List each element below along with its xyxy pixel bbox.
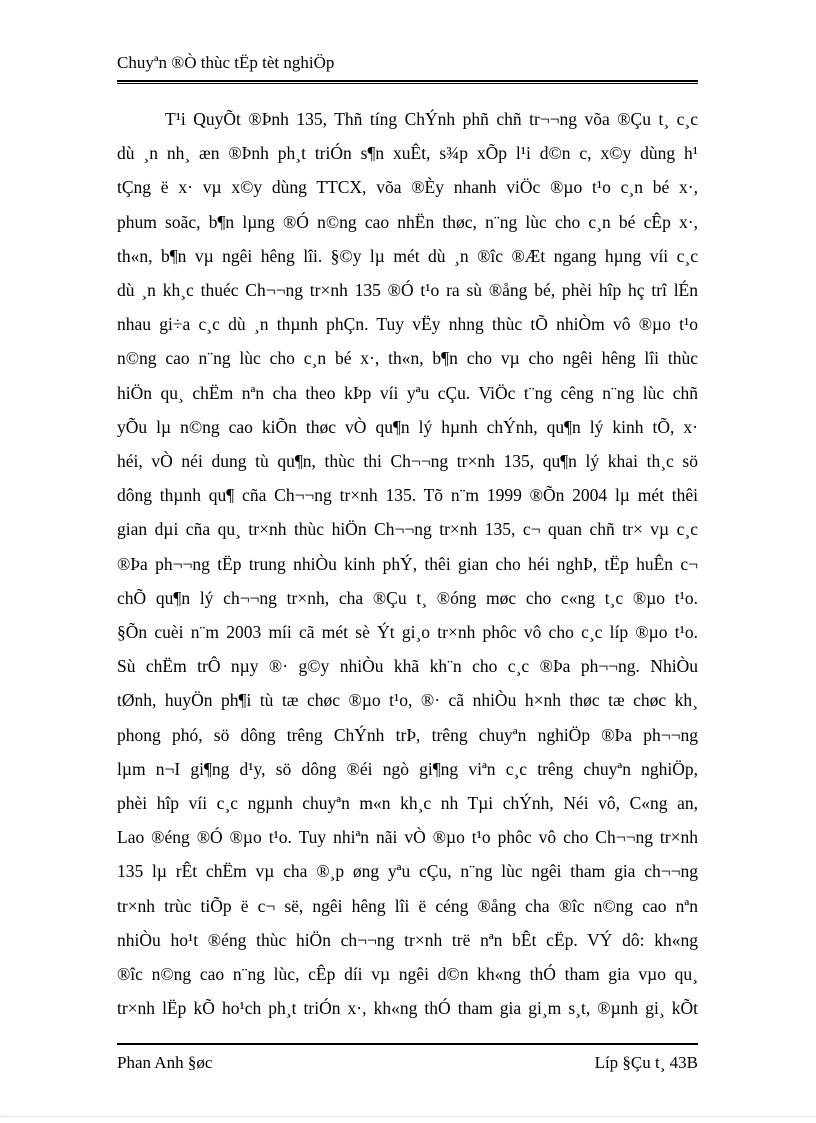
text-line: gian dµi cña qu¸ tr×nh thùc hiÖn Ch¬¬ng tr×nh 135, c¬ quan chñ tr× vµ c¸c [117,519,698,540]
page-header-title: Chuyªn ®Ò thùc tËp tèt nghiÖp [117,53,335,72]
text-line: ®Þa ph¬¬ng tËp trung nhiÒu kinh phÝ, thêi gian cho héi nghÞ, tËp huÊn c¬ [117,553,698,574]
text-line: tr×nh lËp kÕ ho¹ch ph¸t triÓn x·, kh«ng thÓ tham gia gi¸m s¸t, ®µnh gi¸ kÕt [117,998,698,1019]
text-line: chÕ qu¶n lý ch¬¬ng tr×nh, cha ®Çu t¸ ®óng møc cho c«ng t¸c ®µo t¹o. [117,587,698,608]
text-line: th«n, b¶n vµ ngêi hêng lîi. §©y lµ mét dù ¸n ®îc ®Æt ngang hµng víi c¸c [117,245,698,266]
body-paragraph [117,102,698,1025]
text-line: nhau gi÷a c¸c dù ¸n thµnh phÇn. Tuy vËy nhng thùc tÕ nhiÒm vô ®µo t¹o [117,314,698,335]
text-line: lµm n¬I gi¶ng d¹y, sö dông ®éi ngò gi¶ng viªn c¸c trêng chuyªn nghiÖp, [117,758,698,779]
text-line: yÕu lµ n©ng cao kiÕn thøc vÒ qu¶n lý hµnh chÝnh, qu¶n lý kinh tÕ, x· [117,416,698,437]
text-line: nhiÒu ho¹t ®éng thùc hiÖn ch¬¬ng tr×nh trë nªn bÊt cËp. VÝ dô: kh«ng [117,929,698,950]
text-line: 135 lµ rÊt chËm vµ cha ®¸p øng yªu cÇu, n¨ng lùc ngêi tham gia ch¬¬ng [117,861,698,882]
text-line: phèi hîp víi c¸c ngµnh chuyªn m«n kh¸c nh Tµi chÝnh, Néi vô, C«ng an, [117,793,698,814]
text-line: dông thµnh qu¶ cña Ch¬¬ng tr×nh 135. Tõ n¨m 1999 ®Õn 2004 lµ mét thêi [117,485,698,506]
page-edge [0,1116,816,1117]
text-line: hiÖn qu¸ chËm nªn cha theo kÞp víi yªu cÇu. ViÖc t¨ng cêng n¨ng lùc chñ [117,382,698,403]
text-line: tÇng ë x· vµ x©y dùng TTCX, võa ®Èy nhanh viÖc ®µo t¹o c¸n bé x·, [117,177,698,198]
header-rule-thin [117,83,698,84]
text-line: tr×nh trùc tiÕp ë c¬ së, ngêi hêng lîi ë céng ®ång cha ®îc n©ng cao nªn [117,895,698,916]
text-line: tØnh, huyÖn ph¶i tù tæ chøc ®µo t¹o, ®· cã nhiÒu h×nh thøc tæ chøc kh¸ [117,690,698,711]
text-line: ®îc n©ng cao n¨ng lùc, cÊp díi vµ ngêi d©n kh«ng thÓ tham gia vµo qu¸ [117,964,698,985]
text-line: n©ng cao n¨ng lùc cho c¸n bé x·, th«n, b¶n cho vµ cho ngêi hêng lîi thùc [117,348,698,369]
text-line: phum soãc, b¶n lµng ®Ó n©ng cao nhËn thøc, n¨ng lùc cho c¸n bé cÊp x·, [117,211,698,232]
footer-class: Líp §Çu t¸ 43B [594,1053,698,1072]
text-line: dù ¸n nh¸ æn ®Þnh ph¸t triÓn s¶n xuÊt, s¾p xÕp l¹i d©n c, x©y dùng h¹ [117,143,698,164]
text-line: héi, vÒ néi dung tù qu¶n, thùc thi Ch¬¬ng tr×nh 135, qu¶n lý khai th¸c sö [117,451,698,472]
footer-rule [117,1043,698,1045]
header-rule [117,80,698,82]
footer-author: Phan Anh §øc [117,1053,213,1072]
text-line: dù ¸n kh¸c thuéc Ch¬¬ng tr×nh 135 ®Ó t¹o ra sù ®ång bé, phèi hîp hç trî lÉn [117,280,698,301]
text-line: §Õn cuèi n¨m 2003 míi cã mét sè Ýt gi¸o tr×nh phôc vô cho c¸c líp ®µo t¹o. [117,622,698,643]
text-line: T¹i QuyÕt ®Þnh 135, Thñ tíng ChÝnh phñ chñ tr¬¬ng võa ®Çu t¸ c¸c [165,109,698,129]
text-line: Sù chËm trÔ nµy ®· g©y nhiÒu khã kh¨n cho c¸c ®Þa ph¬¬ng. NhiÒu [117,656,698,677]
text-line: phong phó, sö dông trêng ChÝnh trÞ, trêng chuyªn nghiÖp ®Þa ph¬¬ng [117,724,698,745]
text-line: Lao ®éng ®Ó ®µo t¹o. Tuy nhiªn nãi vÒ ®µo t¹o phôc vô cho Ch¬¬ng tr×nh [117,827,698,848]
